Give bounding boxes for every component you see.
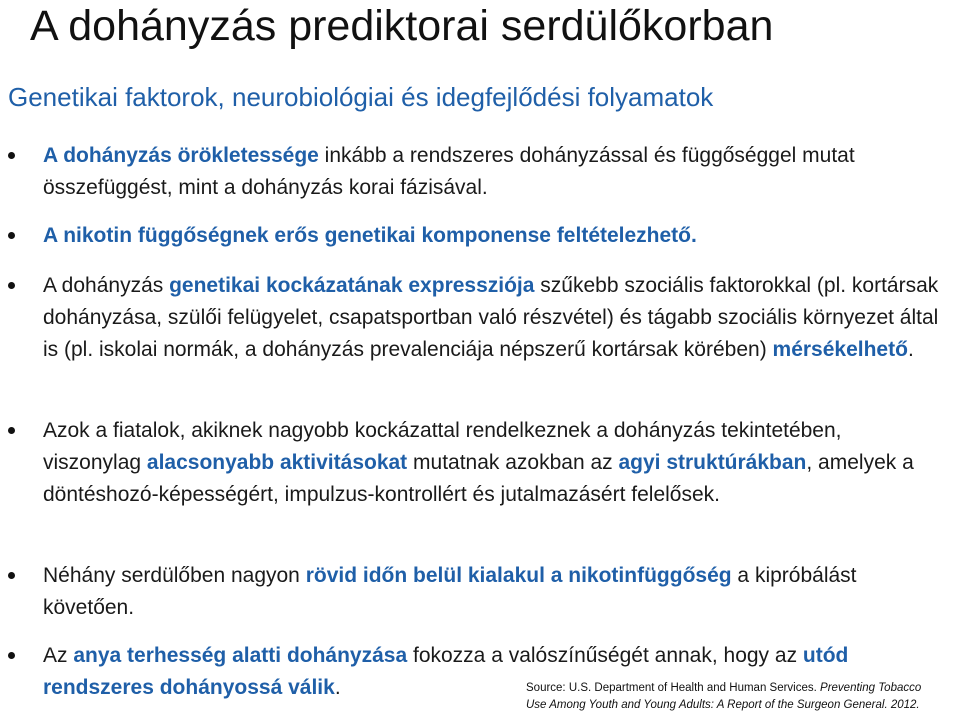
highlighted-text: utód rendszeres dohányossá válik: [43, 644, 849, 699]
plain-text: mutatnak azokban az: [407, 451, 619, 474]
bullet-dot-icon: [8, 427, 15, 434]
bullet-text: [43, 270, 943, 366]
bullet-item: [0, 270, 960, 366]
source-prefix: Source: U.S. Department of Health and Human Services.: [526, 682, 821, 694]
bullet-text: [43, 560, 943, 624]
plain-text: inkább a rendszeres dohányzással és függőséggel mutat összefüggést, mint a dohányzás korai fázisával.: [43, 144, 855, 199]
bullet-dot-icon: [8, 232, 15, 239]
page-title: A dohányzás prediktorai serdülőkorban: [30, 2, 774, 50]
highlighted-text: anya terhesség alatti dohányzása: [73, 644, 408, 667]
highlighted-text: A nikotin függőségnek erős genetikai komponense feltételezhető.: [43, 224, 697, 247]
highlighted-text: agyi struktúrákban: [618, 451, 807, 474]
highlighted-text: rövid időn belül kialakul a nikotinfüggőség: [305, 564, 732, 587]
bullet-dot-icon: [8, 652, 15, 659]
source-title-line1: Preventing Tobacco: [820, 682, 922, 694]
bullet-text: [43, 415, 943, 511]
bullet-text: [43, 220, 943, 252]
plain-text: Néhány serdülőben nagyon: [43, 564, 306, 587]
bullet-text: [43, 140, 943, 204]
plain-text: a kipróbálást követően.: [43, 564, 857, 619]
highlighted-text: genetikai kockázatának expressziója: [169, 274, 535, 297]
plain-text: Azok a fiatalok, akiknek nagyobb kockázattal rendelkeznek a dohányzás tekintetében, viszonylag: [43, 419, 842, 474]
section-subtitle: Genetikai faktorok, neurobiológiai és idegfejlődési folyamatok: [8, 82, 714, 112]
bullet-item: [0, 220, 960, 252]
plain-text: A dohányzás: [43, 274, 170, 297]
source-citation: [526, 680, 921, 714]
source-title-line2: Use Among Youth and Young Adults: A Report of the Surgeon General. 2012.: [526, 699, 920, 711]
highlighted-text: A dohányzás örökletessége: [43, 144, 319, 167]
bullet-item: [0, 140, 960, 204]
plain-text: fokozza a valószínűségét annak, hogy az: [407, 644, 803, 667]
bullet-dot-icon: [8, 282, 15, 289]
highlighted-text: alacsonyabb aktivitásokat: [146, 451, 408, 474]
bullet-item: [0, 415, 960, 511]
bullet-dot-icon: [8, 572, 15, 579]
plain-text: , amelyek a döntéshozó-képességért, impulzus-kontrollért és jutalmazásért felelősek.: [43, 451, 914, 506]
plain-text: Az: [43, 644, 74, 667]
highlighted-text: mérsékelhető: [772, 338, 908, 361]
plain-text: .: [907, 338, 914, 361]
plain-text: szűkebb szociális faktorokkal (pl. kortársak dohányzása, szülői felügyelet, csapatsportban való részvétel) és tágabb szociális környezet által is (pl. iskolai normák, a dohányzás prevalenciája népszerű kortársak körében): [43, 274, 939, 361]
bullet-item: [0, 560, 960, 624]
plain-text: .: [334, 676, 341, 699]
bullet-dot-icon: [8, 152, 15, 159]
